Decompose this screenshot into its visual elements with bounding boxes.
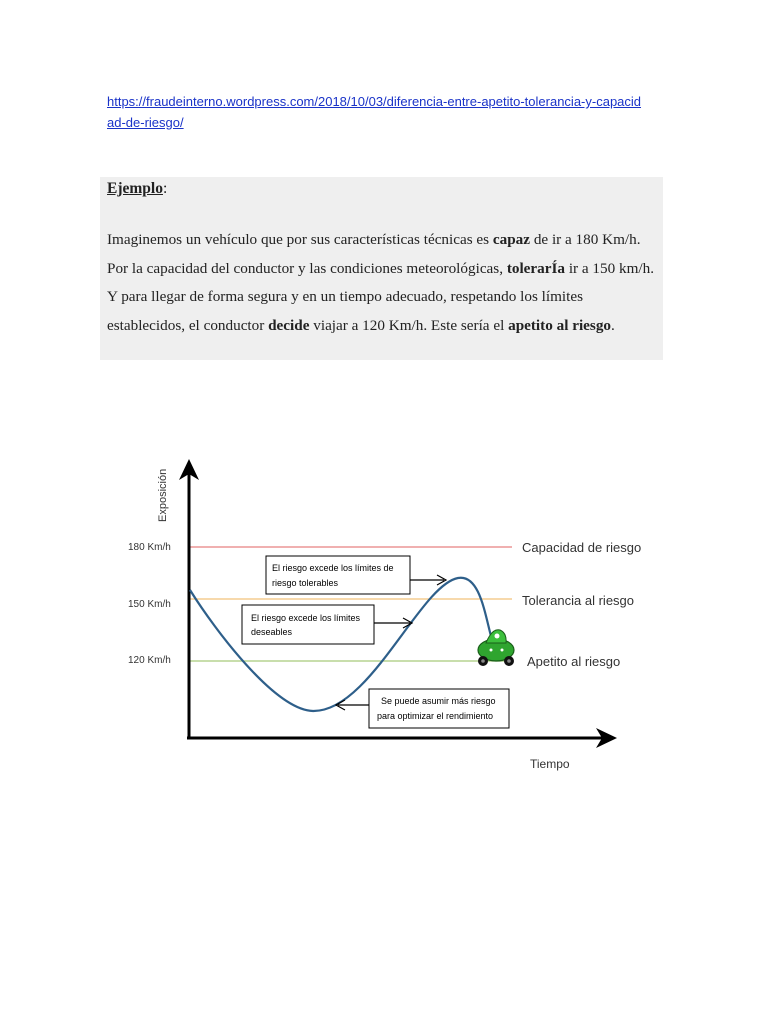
tick-180: 180 Km/h [128,542,171,553]
callout-more-risk-box [369,689,509,728]
appetite-label: Apetito al riesgo [527,654,621,669]
x-axis-label: Tiempo [530,757,570,771]
callout-more-risk-line1: Se puede asumir más riesgo [381,696,496,706]
example-text-4: viajar a 120 Km/h. Este sería el [309,316,509,334]
source-link[interactable]: https://fraudeinterno.wordpress.com/2018/10/03/diferencia-entre-apetito-tolerancia-y-capacidad-de-riesgo/ [107,94,642,130]
tolerance-label: Tolerancia al riesgo [522,593,635,608]
example-text-5: . [611,316,615,334]
example-title-colon: : [162,180,168,197]
example-text-2: de ir a 180 Km/h. Por la capacidad del conductor y las condiciones meteorológicas, [107,231,641,277]
callout-desirable-line1: El riesgo excede los límites [251,613,361,623]
callout-desirable-box [242,605,374,644]
callout-desirable-line2: deseables [251,627,293,637]
example-text-1: Imaginemos un vehículo que por sus características técnicas es [107,231,493,248]
example-text-3: ir a 150 km/h. Y para llegar de forma segura y en un tiempo adecuado, respetando los límites establecidos, el conductor [107,259,655,334]
example-bold-apetito: apetito al riesgo [508,316,612,334]
example-title: Ejemplo [107,180,163,197]
callout-tolerable-line2: riesgo tolerables [272,578,339,588]
example-bold-capaz: capaz [492,231,531,248]
callout-tolerable-box [266,556,410,594]
callout-more-risk-line2: para optimizar el rendimiento [377,711,494,721]
y-axis-label: Exposición [157,468,169,522]
tick-150: 150 Km/h [128,599,171,610]
example-bold-toleraria: tolerarÍa [506,259,566,277]
tick-120: 120 Km/h [128,655,171,666]
capacity-label: Capacidad de riesgo [522,540,642,555]
car-icon [478,630,514,666]
example-bold-decide: decide [268,316,310,334]
callout-tolerable-line1: El riesgo excede los límites de [272,563,394,573]
